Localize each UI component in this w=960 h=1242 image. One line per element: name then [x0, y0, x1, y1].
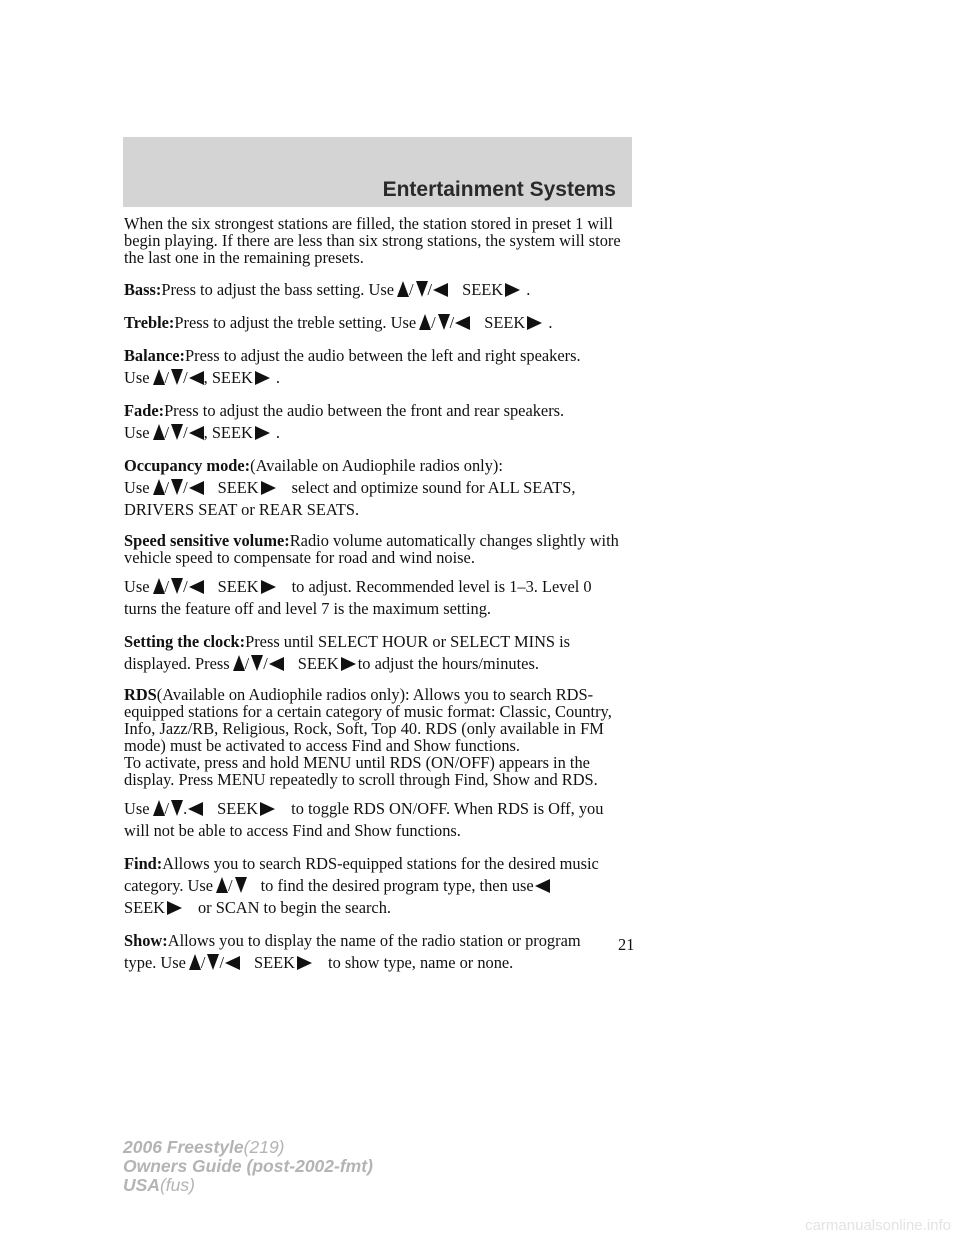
slash: / — [200, 953, 206, 972]
show-text: Allows you to display the name of the radio station or program — [167, 931, 581, 950]
arrow-right-icon — [527, 316, 542, 330]
speed-line3: turns the feature off and level 7 is the maximum setting. — [124, 599, 492, 618]
slash: / — [183, 368, 188, 387]
footer-model: 2006 Freestyle — [123, 1137, 244, 1157]
speed-text: Radio volume automatically changes slightly with vehicle speed to compensate for road and wind noise. — [124, 531, 619, 567]
arrow-right-icon — [255, 371, 270, 385]
section-title: Entertainment Systems — [382, 178, 616, 201]
arrow-up-icon — [216, 877, 228, 893]
dot: . — [183, 799, 188, 818]
slash: / — [408, 280, 414, 299]
footer-guide: Owners Guide (post-2002-fmt) — [123, 1156, 373, 1176]
rds-text: (Available on Audiophile radios only): Allows you to search RDS-equipped stations for a certain category of music format: Classic, Country, Info, Jazz/RB, Religious, Rock, Soft, Top 40. RDS (only available in FM mode) must be activated to access Find and Show functions. — [124, 685, 612, 755]
clock-line2b: to adjust the hours/minutes. — [357, 654, 539, 673]
arrow-up-icon — [233, 655, 245, 671]
arrow-left-icon — [535, 879, 550, 893]
occupancy-text: (Available on Audiophile radios only): — [250, 456, 503, 475]
fade-label: Fade: — [124, 401, 165, 420]
seek-label: SEEK — [484, 313, 526, 332]
fade-text: Press to adjust the audio between the front and rear speakers. — [164, 401, 565, 420]
find-label: Find: — [124, 854, 163, 873]
find-text: Allows you to search RDS-equipped stations for the desired music — [162, 854, 599, 873]
arrow-up-icon — [153, 800, 165, 816]
section-header — [123, 137, 632, 207]
arrow-down-icon — [416, 281, 428, 297]
seek-label: SEEK — [217, 577, 259, 596]
arrow-left-icon — [225, 956, 240, 970]
slash: / — [164, 478, 170, 497]
bass-paragraph — [124, 279, 636, 301]
footer-model-code: (219) — [243, 1137, 285, 1157]
treble-paragraph — [124, 312, 636, 334]
balance-label: Balance: — [124, 346, 186, 365]
footer-market-code: (fus) — [159, 1175, 195, 1195]
rds-line-last: will not be able to access Find and Show functions. — [124, 821, 461, 840]
slash: / — [164, 799, 170, 818]
use-word: Use — [124, 577, 150, 596]
arrow-down-icon — [251, 655, 263, 671]
slash: / — [183, 478, 188, 497]
intro-paragraph: When the six strongest stations are filled, the station stored in preset 1 will begin playing. If there are less than six strong stations, the system will store the last one in the remaining presets. — [124, 214, 621, 267]
period: . — [548, 313, 553, 332]
slash: / — [427, 280, 433, 299]
arrow-left-icon — [269, 657, 284, 671]
arrow-left-icon — [188, 802, 203, 816]
page-number: 21 — [618, 935, 635, 954]
slash: / — [219, 953, 225, 972]
clock-paragraph — [124, 631, 636, 653]
arrow-left-icon — [189, 580, 204, 594]
bass-label: Bass: — [124, 280, 162, 299]
use-word: Use — [124, 799, 150, 818]
show-controls — [124, 952, 636, 974]
arrow-up-icon — [153, 369, 165, 385]
treble-label: Treble: — [124, 313, 175, 332]
occupancy-paragraph — [124, 455, 636, 477]
find-line2b: to find the desired program type, then use — [260, 876, 534, 895]
seek-label: SEEK — [254, 953, 296, 972]
occupancy-line2: select and optimize sound for ALL SEATS, — [291, 478, 576, 497]
rds-controls — [124, 798, 636, 820]
bass-text: Press to adjust the bass setting. Use — [161, 280, 394, 299]
arrow-left-icon — [455, 316, 470, 330]
find-line3 — [124, 897, 636, 919]
arrow-down-icon — [207, 954, 219, 970]
arrow-down-icon — [171, 479, 183, 495]
use-word: Use — [124, 478, 150, 497]
arrow-right-icon — [167, 901, 182, 915]
watermark: carmanualsonline.info — [805, 1217, 951, 1234]
arrow-down-icon — [438, 314, 450, 330]
show-paragraph — [124, 930, 636, 952]
arrow-right-icon — [297, 956, 312, 970]
slash: / — [183, 577, 188, 596]
speed-label: Speed sensitive volume: — [124, 531, 290, 550]
arrow-left-icon — [189, 371, 204, 385]
clock-controls — [124, 653, 636, 675]
arrow-left-icon — [189, 481, 204, 495]
arrow-right-icon — [505, 283, 520, 297]
seek-label: SEEK — [217, 799, 259, 818]
arrow-up-icon — [397, 281, 409, 297]
balance-controls — [124, 367, 636, 389]
footer — [123, 1138, 373, 1195]
arrow-left-icon — [433, 283, 448, 297]
arrow-right-icon — [255, 426, 270, 440]
balance-paragraph — [124, 345, 636, 367]
show-line2a: type. Use — [124, 953, 186, 972]
arrow-up-icon — [153, 424, 165, 440]
slash: / — [244, 654, 250, 673]
arrow-down-icon — [171, 800, 183, 816]
slash: / — [431, 313, 436, 332]
period: . — [526, 280, 531, 299]
arrow-down-icon — [171, 369, 183, 385]
treble-text: Press to adjust the treble setting. Use — [174, 313, 417, 332]
occupancy-label: Occupancy mode: — [124, 456, 251, 475]
rds-text2: To activate, press and hold MENU until RDS (ON/OFF) appears in the display. Press MENU repeatedly to scroll through Find, Show and RDS. — [124, 753, 598, 789]
show-line2b: to show type, name or none. — [328, 953, 514, 972]
find-line2a: category. Use — [124, 876, 214, 895]
period: . — [275, 423, 281, 442]
clock-line2a: displayed. Press — [124, 654, 230, 673]
slash: / — [263, 654, 268, 673]
occupancy-controls — [124, 477, 636, 499]
slash: / — [164, 577, 170, 596]
use-word: Use — [124, 368, 150, 387]
clock-text: Press until SELECT HOUR or SELECT MINS is — [245, 632, 571, 651]
slash: / — [183, 423, 188, 442]
use-word: Use — [124, 423, 150, 442]
seek-label: SEEK — [297, 654, 339, 673]
find-paragraph — [124, 853, 636, 875]
arrow-right-icon — [261, 580, 276, 594]
occupancy-line3: DRIVERS SEAT or REAR SEATS. — [124, 500, 360, 519]
seek-label: SEEK — [462, 280, 504, 299]
page-content — [124, 215, 636, 985]
slash: / — [164, 423, 170, 442]
arrow-down-icon — [171, 578, 183, 594]
arrow-right-icon — [261, 481, 276, 495]
arrow-down-icon — [171, 424, 183, 440]
slash: / — [449, 313, 455, 332]
find-controls — [124, 875, 636, 897]
slash: / — [228, 876, 233, 895]
clock-label: Setting the clock: — [124, 632, 246, 651]
seek-label: , SEEK — [203, 423, 253, 442]
speed-line2: to adjust. Recommended level is 1–3. Level 0 — [291, 577, 592, 596]
speed-controls — [124, 576, 636, 598]
slash: / — [164, 368, 170, 387]
rds-label: RDS — [124, 685, 157, 704]
arrow-up-icon — [153, 578, 165, 594]
fade-controls — [124, 422, 636, 444]
arrow-up-icon — [153, 479, 165, 495]
arrow-up-icon — [419, 314, 431, 330]
period: . — [275, 368, 281, 387]
arrow-right-icon — [260, 802, 275, 816]
seek-label: SEEK — [217, 478, 259, 497]
seek-label: SEEK — [124, 898, 165, 917]
show-label: Show: — [124, 931, 168, 950]
arrow-up-icon — [189, 954, 201, 970]
find-line3-text: or SCAN to begin the search. — [197, 898, 391, 917]
speed-paragraph — [124, 532, 636, 566]
footer-market: USA — [123, 1175, 160, 1195]
fade-paragraph — [124, 400, 636, 422]
rds-paragraph — [124, 686, 636, 754]
balance-text: Press to adjust the audio between the left and right speakers. — [185, 346, 581, 365]
seek-label: , SEEK — [203, 368, 253, 387]
arrow-right-icon — [341, 657, 356, 671]
arrow-down-icon — [235, 877, 247, 893]
rds-line-use: to toggle RDS ON/OFF. When RDS is Off, you — [291, 799, 604, 818]
arrow-left-icon — [189, 426, 204, 440]
